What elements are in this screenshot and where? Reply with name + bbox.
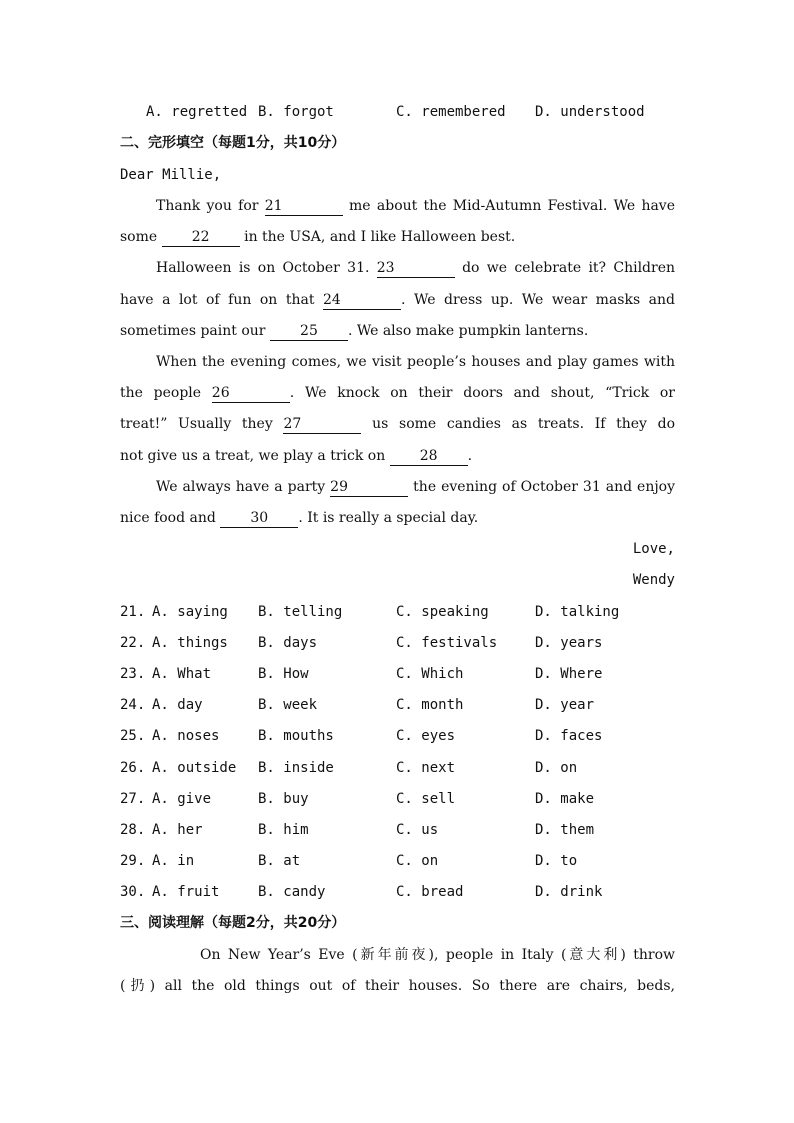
option-d[interactable]: D. years [535, 635, 603, 651]
option-a[interactable]: A. her [152, 822, 203, 838]
letter-line: When the evening comes, we visit people’s houses and play games with [156, 354, 675, 370]
letter-line: have a lot of fun on that 24 . We dress up. We wear masks and [120, 292, 675, 308]
option-d[interactable]: D. drink [535, 884, 603, 900]
question-number: 21. [120, 604, 146, 620]
letter-line: some 22 in the USA, and I like Halloween best. [120, 229, 516, 245]
option-b[interactable]: B. buy [258, 791, 309, 807]
option-c[interactable]: C. bread [396, 884, 464, 900]
blank-29[interactable]: 29 [330, 479, 408, 497]
letter-line: We always have a party 29 the evening of October 31 and enjoy [156, 479, 676, 495]
blank-25[interactable]: 25 [270, 323, 348, 341]
option-d[interactable]: D. Where [535, 666, 603, 682]
option-d[interactable]: D. make [535, 791, 595, 807]
option-a[interactable]: A. give [152, 791, 212, 807]
section-title-reading: 三、阅读理解（每题2分，共20分） [120, 915, 346, 931]
option-b[interactable]: B. telling [258, 604, 343, 620]
option-b[interactable]: B. inside [258, 760, 334, 776]
letter-signature: Wendy [632, 572, 675, 588]
option-d[interactable]: D. year [535, 697, 595, 713]
blank-21[interactable]: 21 [265, 198, 343, 216]
option-b[interactable]: B. mouths [258, 728, 334, 744]
blank-24[interactable]: 24 [323, 292, 401, 310]
letter-line: sometimes paint our 25 . We also make pumpkin lanterns. [120, 323, 589, 339]
letter-line: Thank you for 21 me about the Mid-Autumn Festival. We have [156, 198, 675, 214]
option-a[interactable]: A. things [152, 635, 228, 651]
blank-30[interactable]: 30 [220, 510, 298, 528]
option-d[interactable]: D. talking [535, 604, 620, 620]
option-a[interactable]: A. day [152, 697, 203, 713]
option-b[interactable]: B. How [258, 666, 309, 682]
option-c[interactable]: C. speaking [396, 604, 489, 620]
option-b[interactable]: B. days [258, 635, 318, 651]
option-c[interactable]: C. next [396, 760, 456, 776]
option-d[interactable]: D. them [535, 822, 595, 838]
blank-27[interactable]: 27 [283, 416, 361, 434]
letter-line: the people 26 . We knock on their doors and shout, “Trick or [120, 385, 676, 401]
question-number: 28. [120, 822, 146, 838]
option-c[interactable]: C. month [396, 697, 464, 713]
option-a[interactable]: A. What [152, 666, 212, 682]
option-d[interactable]: D. on [535, 760, 578, 776]
option-c[interactable]: C. on [396, 853, 439, 869]
letter-line: treat!” Usually they 27 us some candies as treats. If they do [120, 416, 676, 432]
reading-line: (扔) all the old things out of their houses. So there are chairs, beds, [120, 978, 675, 994]
option-d[interactable]: D. faces [535, 728, 603, 744]
letter-line: not give us a treat, we play a trick on 28 . [120, 448, 473, 464]
option-c[interactable]: C. us [396, 822, 439, 838]
option-b[interactable]: B. him [258, 822, 309, 838]
option-b[interactable]: B. week [258, 697, 318, 713]
option-c: C. remembered [396, 104, 506, 120]
option-b: B. forgot [258, 104, 334, 120]
question-number: 30. [120, 884, 146, 900]
option-d[interactable]: D. to [535, 853, 578, 869]
blank-23[interactable]: 23 [377, 260, 455, 278]
question-number: 25. [120, 728, 146, 744]
option-c[interactable]: C. eyes [396, 728, 456, 744]
reading-line: On New Year’s Eve (新年前夜), people in Italy (意大利) throw [200, 947, 675, 963]
option-b[interactable]: B. at [258, 853, 301, 869]
option-a[interactable]: A. saying [152, 604, 228, 620]
option-a[interactable]: A. fruit [152, 884, 220, 900]
question-number: 23. [120, 666, 146, 682]
option-a[interactable]: A. outside [152, 760, 237, 776]
question-number: 24. [120, 697, 146, 713]
option-c[interactable]: C. festivals [396, 635, 498, 651]
blank-28[interactable]: 28 [390, 448, 468, 466]
letter-greeting: Dear Millie, [120, 167, 222, 183]
question-number: 26. [120, 760, 146, 776]
option-a: A. regretted [146, 104, 248, 120]
option-c[interactable]: C. sell [396, 791, 456, 807]
option-d: D. understood [535, 104, 645, 120]
blank-22[interactable]: 22 [162, 229, 240, 247]
option-a[interactable]: A. in [152, 853, 195, 869]
option-b[interactable]: B. candy [258, 884, 326, 900]
section-title-cloze: 二、完形填空（每题1分，共10分） [120, 135, 346, 151]
blank-26[interactable]: 26 [212, 385, 290, 403]
question-number: 27. [120, 791, 146, 807]
letter-closing: Love, [632, 541, 675, 557]
letter-line: nice food and 30 . It is really a special day. [120, 510, 479, 526]
option-c[interactable]: C. Which [396, 666, 464, 682]
option-a[interactable]: A. noses [152, 728, 220, 744]
question-number: 22. [120, 635, 146, 651]
letter-line: Halloween is on October 31. 23 do we celebrate it? Children [156, 260, 676, 276]
question-number: 29. [120, 853, 146, 869]
